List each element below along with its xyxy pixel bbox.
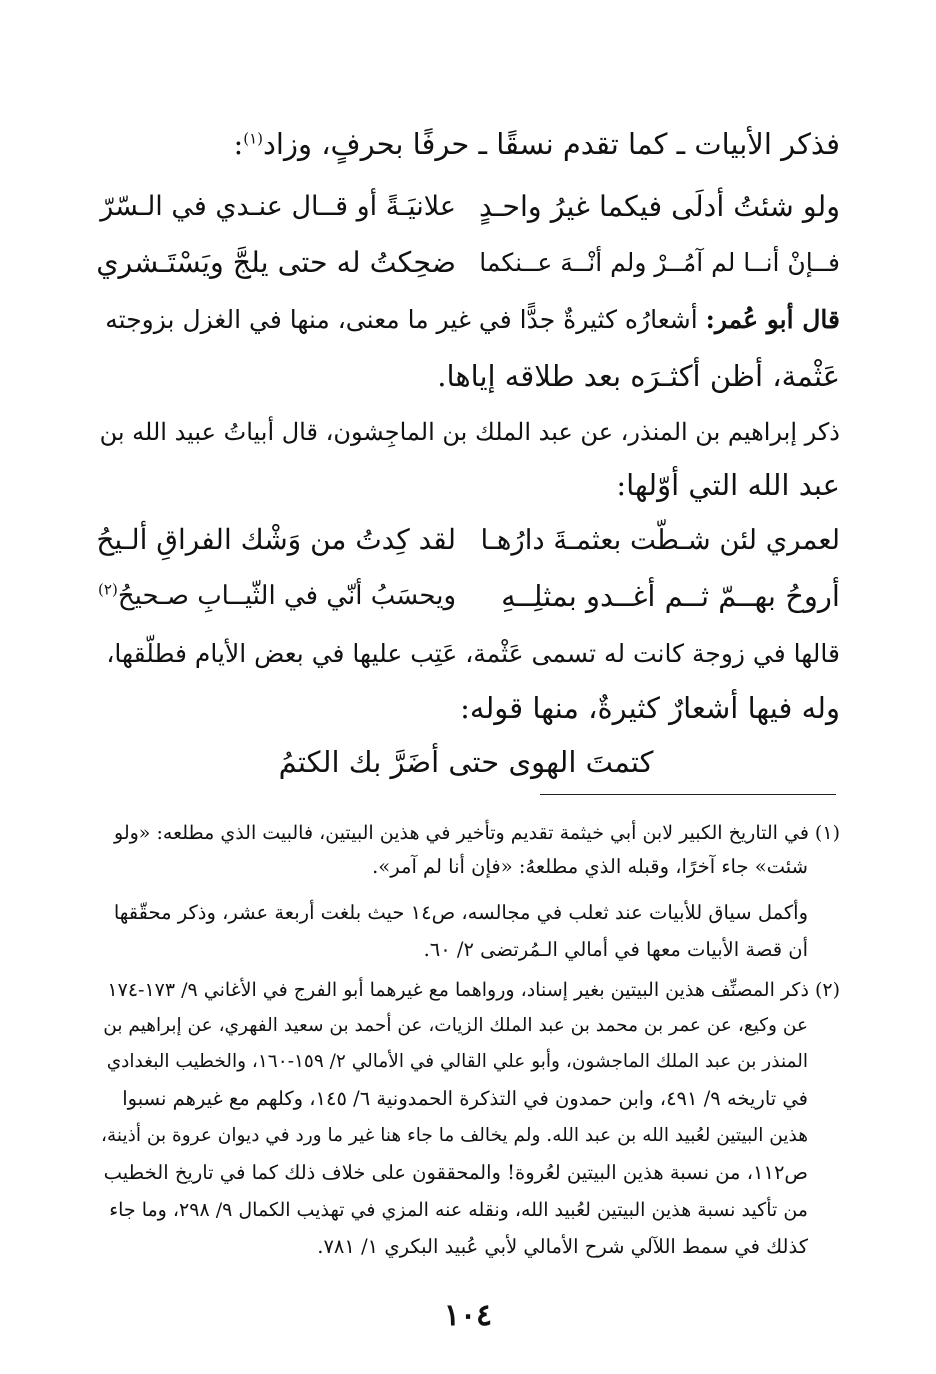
footnote-separator xyxy=(540,794,836,795)
centered-verse: كتمتَ الهوى حتى أضَرَّ بك الكتمُ xyxy=(278,745,654,779)
paragraph-text: أشعارُه كثيرةٌ جدًّا في غير ما معنى، منها في الغزل بزوجته xyxy=(105,305,698,334)
paragraph-context-line1: قالها في زوجة كانت له تسمى عَثْمة، عَتِب عليها في بعض الأيام فطلّقها، xyxy=(106,639,840,668)
poem1-verse1-second-hemistich: علانيَـةً أو قــال عنـدي في الـسّرّ xyxy=(100,191,456,222)
footnote-2-line3: المنذر بن عبد الملك الماجشون، وأبو علي القالي في الأمالي ٢/ ١٥٩-١٦٠، والخطيب البغدادي xyxy=(106,1051,808,1072)
footnote-2-line2: عن وكيع، عن عمر بن محمد بن عبد الملك الزيات، عن أحمد بن سعيد الفهري، عن إبراهيم بن xyxy=(103,1015,808,1036)
poem1-verse2-second-hemistich: ضحِكتُ له حتى يلجَّ ويَسْتَـشري xyxy=(96,246,456,279)
footnote-2-line4: في تاريخه ٩/ ٤٩١، وابن حمدون في التذكرة الحمدونية ٦/ ١٤٥، وكلهم مع غيرهم نسبوا xyxy=(122,1087,808,1110)
intro-line xyxy=(100,122,840,166)
poem2-verse2-second-hemistich xyxy=(96,574,456,618)
intro-text: فذكر الأبيات ـ كما تقدم نسقًا ـ حرفًا بحرفٍ، وزاد xyxy=(263,127,840,161)
paragraph-abu-umar-line1 xyxy=(100,298,840,342)
footnote-2-line7: من تأكيد نسبة هذين البيتين لعُبيد الله، ونقله عنه المزي في تهذيب الكمال ٩/ ٢٩٨، وما جاء xyxy=(109,1199,808,1221)
poem2-verse2-first-hemistich: أروحُ بهــمّ ثــم أغــدو بمثلِــهِ xyxy=(501,579,840,613)
intro-colon: : xyxy=(233,127,244,161)
page-number: ١٠٤ xyxy=(443,1298,493,1333)
poem2-verse1-second-hemistich: لقد كِدتُ من وَشْك الفراقِ ألـيحُ xyxy=(96,523,456,556)
footnote-2-line6: ص١١٢، من نسبة هذين البيتين لعُروة! والمحققون على خلاف ذلك كما في تاريخ الخطيب xyxy=(103,1161,808,1184)
footnote-2-line5: هذين البيتين لعُبيد الله بن عبد الله. ولم يخالف ما جاء هنا غير ما ورد في ديوان عروة بن أذينة، xyxy=(101,1125,808,1146)
footnote-1-line2: شئت» جاء آخرًا، وقبله الذي مطلعهُ: «فإن أنا لم آمر». xyxy=(372,855,808,878)
paragraph-ibrahim-line1: ذكر إبراهيم بن المنذر، عن عبد الملك بن الماجِشون، قال أبياتُ عبيد الله بن xyxy=(99,418,840,446)
speaker-label: قال أبو عُمر: xyxy=(705,305,840,334)
footnote-2-line1: (٢) ذكر المصنِّف هذين البيتين بغير إسناد، ورواهما مع غيرهما أبو الفرج في الأغاني ٩/ ١٧٣-١٧٤ xyxy=(107,979,840,1001)
footnote-1-line3: وأكمل سياق للأبيات عند ثعلب في مجالسه، ص١٤ حيث بلغت أربعة عشر، وذكر محقّقها xyxy=(113,901,808,924)
footnote-1-line1: (١) في التاريخ الكبير لابن أبي خيثمة تقديم وتأخير في هذين البيتين، فالبيت الذي مطلعه: «ولو xyxy=(114,822,840,844)
poem1-verse2-first-hemistich: فــإنْ أنــا لم آمُــرْ ولم أنْــهَ عــنكما xyxy=(479,248,840,277)
footnote-ref-1[interactable]: (١) xyxy=(243,129,263,148)
poem1-verse1-first-hemistich: ولو شئتُ أدلَى فيكما غيرُ واحـدٍ xyxy=(479,190,840,223)
hemistich-text: ويحسَبُ أنّي في الثّيــابِ صـحيحُ xyxy=(117,581,456,611)
footnote-2-line8: كذلك في سمط اللآلي شرح الأمالي لأبي عُبيد البكري ١/ ٧٨١. xyxy=(317,1235,808,1258)
paragraph-abu-umar-line2: عَثْمة، أظن أكثـرَه بعد طلاقه إياها. xyxy=(437,359,840,393)
paragraph-context-line2: وله فيها أشعارٌ كثيرةٌ، منها قوله: xyxy=(460,691,840,725)
footnote-ref-2[interactable]: (٢) xyxy=(98,580,118,599)
paragraph-ibrahim-line2: عبد الله التي أوّلها: xyxy=(616,468,840,502)
footnote-1-line4: أن قصة الأبيات معها في أمالي الـمُرتضى ٢/ ٦٠. xyxy=(423,938,808,961)
poem2-verse1-first-hemistich: لعمري لئن شـطّت بعثمـةَ دارُهـا xyxy=(480,524,840,556)
